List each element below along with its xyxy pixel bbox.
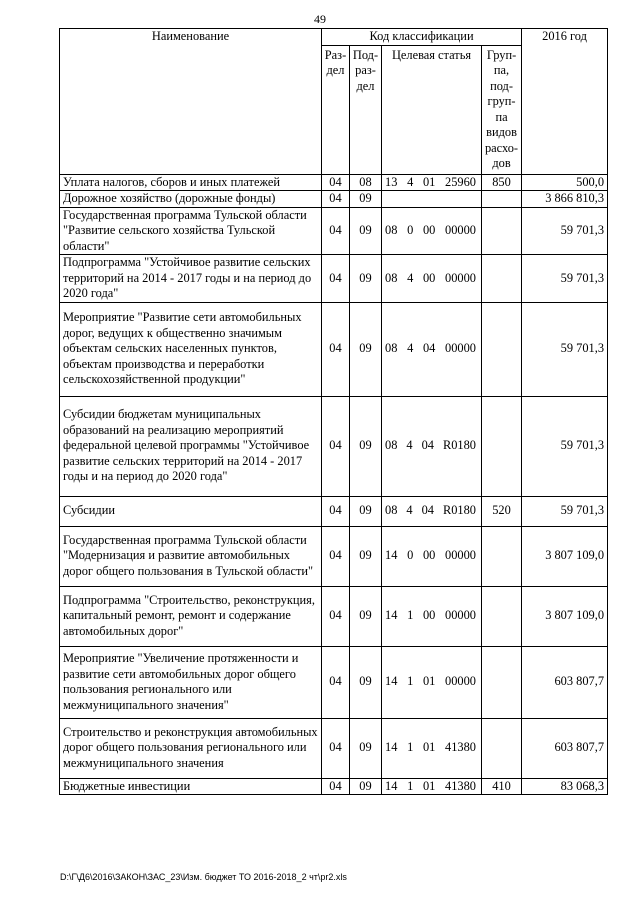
row-amount: 59 701,3 [522,496,608,526]
table-row [60,718,608,778]
row-name: Мероприятие "Развитие сети автомобильных дорог, ведущих к общественно значимым объектам сельских населенных пунктов, объектам производства и переработки сельскохозяйственной продукции" [60,302,322,396]
row-section: 04 [322,778,350,795]
article-direction: 41380 [445,778,476,793]
table-row [60,302,608,396]
target-article-parts [385,175,478,191]
article-program: 08 [385,341,398,356]
row-target-article [382,778,482,795]
row-target-article [382,302,482,396]
article-program: 08 [385,270,398,285]
table-row [60,396,608,496]
article-event: 00 [422,270,436,285]
row-subsection: 09 [350,586,382,646]
row-amount: 603 807,7 [522,646,608,718]
row-subsection: 09 [350,396,382,496]
row-expense-group [482,526,522,586]
article-direction: 00000 [445,548,476,563]
article-program: 13 [385,174,398,189]
header-expense-group: Груп- па, под- груп- па видов расхо- дов [482,45,522,174]
file-path-footer: D:\Г\Д6\2016\ЗАКОН\ЗАС_23\Изм. бюджет ТО 2016-2018_2 чт\pr2.xls [60,872,347,882]
row-subsection: 09 [350,526,382,586]
row-section: 04 [322,586,350,646]
article-direction: 41380 [445,740,476,755]
row-amount: 59 701,3 [522,396,608,496]
target-article-parts [385,608,478,624]
header-subsection: Под- раз- дел [350,45,382,174]
article-direction: 00000 [445,674,476,689]
article-subprogram: 0 [407,548,414,563]
row-expense-group [482,718,522,778]
target-article-parts [385,223,478,239]
row-target-article [382,496,482,526]
row-name: Мероприятие "Увеличение протяженности и развитие сети автомобильных дорог общего пользования регионального или межмуниципального значения" [60,646,322,718]
row-amount: 3 807 109,0 [522,586,608,646]
table-row [60,174,608,191]
row-name: Субсидии бюджетам муниципальных образований на реализацию мероприятий федеральной целевой программы "Устойчивое развитие сельских территорий на 2014 - 2017 годы и на период до 2020 года" [60,396,322,496]
row-name: Строительство и реконструкция автомобильных дорог общего пользования регионального или межмуниципального значения [60,718,322,778]
row-section: 04 [322,191,350,208]
row-amount: 59 701,3 [522,302,608,396]
row-amount: 59 701,3 [522,255,608,303]
article-subprogram: 4 [407,174,414,189]
article-program: 14 [385,548,398,563]
article-event: 00 [422,548,436,563]
row-subsection: 09 [350,207,382,255]
row-name: Государственная программа Тульской области "Развитие сельского хозяйства Тульской области" [60,207,322,255]
row-expense-group: 520 [482,496,522,526]
row-name: Подпрограмма "Строительство, реконструкция, капитальный ремонт, ремонт и содержание автомобильных дорог" [60,586,322,646]
row-subsection: 09 [350,302,382,396]
target-article-parts [385,548,478,564]
row-amount: 3 807 109,0 [522,526,608,586]
row-target-article [382,718,482,778]
row-target-article [382,207,482,255]
header-section: Раз- дел [322,45,350,174]
row-amount: 83 068,3 [522,778,608,795]
article-event: 04 [421,438,434,453]
row-section: 04 [322,646,350,718]
article-direction: 25960 [445,174,476,189]
row-expense-group: 410 [482,778,522,795]
row-target-article [382,526,482,586]
row-target-article [382,191,482,208]
header-target-article: Целевая статья [382,45,482,174]
target-article-parts [385,341,478,357]
row-target-article [382,586,482,646]
article-subprogram: 1 [407,674,414,689]
article-subprogram: 4 [407,270,414,285]
article-subprogram: 1 [407,740,414,755]
row-section: 04 [322,718,350,778]
row-name: Субсидии [60,496,322,526]
table-row [60,191,608,208]
page-number: 49 [314,12,326,26]
row-section: 04 [322,526,350,586]
article-direction: R0180 [442,438,476,453]
row-target-article [382,396,482,496]
target-article-parts [385,779,478,795]
article-direction: 00000 [445,608,476,623]
article-event: 04 [421,503,434,518]
article-program: 14 [385,778,398,793]
article-program: 08 [385,223,398,237]
row-subsection: 09 [350,778,382,795]
row-subsection: 09 [350,191,382,208]
table-row [60,526,608,586]
row-expense-group [482,207,522,255]
row-section: 04 [322,255,350,303]
table-row [60,207,608,255]
row-subsection: 09 [350,255,382,303]
row-amount: 500,0 [522,174,608,191]
article-subprogram: 4 [407,341,414,356]
row-expense-group [482,302,522,396]
row-subsection: 09 [350,496,382,526]
row-name: Бюджетные инвестиции [60,778,322,795]
article-subprogram: 1 [407,608,414,623]
row-subsection: 09 [350,646,382,718]
row-expense-group [482,646,522,718]
row-target-article [382,646,482,718]
target-article-parts [385,271,478,287]
row-subsection: 09 [350,718,382,778]
header-year: 2016 год [522,29,608,175]
row-expense-group [482,191,522,208]
row-target-article [382,255,482,303]
article-event: 01 [422,778,436,793]
row-name: Уплата налогов, сборов и иных платежей [60,174,322,191]
row-name: Подпрограмма "Устойчивое развитие сельских территорий на 2014 - 2017 годы и на период до 2020 года" [60,255,322,303]
article-event: 01 [422,740,436,755]
row-expense-group [482,396,522,496]
table-row [60,496,608,526]
table-body [60,174,608,795]
target-article-parts [385,503,478,519]
row-target-article [382,174,482,191]
target-article-parts [385,438,478,454]
header-classification-code: Код классификации [322,29,522,46]
article-event: 00 [422,223,436,237]
article-direction: 00000 [445,223,476,237]
table-row [60,778,608,795]
article-program: 08 [385,503,398,518]
article-program: 14 [385,608,398,623]
article-program: 14 [385,674,398,689]
table-row [60,586,608,646]
row-subsection: 08 [350,174,382,191]
budget-table [59,28,608,795]
row-section: 04 [322,396,350,496]
row-expense-group [482,586,522,646]
article-subprogram: 1 [407,778,414,793]
article-event: 01 [422,674,436,689]
target-article-parts [385,674,478,690]
header-name: Наименование [60,29,322,175]
row-expense-group [482,255,522,303]
article-event: 00 [422,608,436,623]
row-section: 04 [322,174,350,191]
article-subprogram: 0 [407,223,414,237]
row-amount: 59 701,3 [522,207,608,255]
article-direction: R0180 [442,503,476,518]
article-program: 08 [385,438,398,453]
article-program: 14 [385,740,398,755]
table-row [60,255,608,303]
row-section: 04 [322,302,350,396]
target-article-parts [385,740,478,756]
article-subprogram: 4 [406,503,413,518]
row-expense-group: 850 [482,174,522,191]
row-section: 04 [322,496,350,526]
table-row [60,646,608,718]
article-event: 01 [422,174,436,189]
article-direction: 00000 [445,341,476,356]
article-subprogram: 4 [406,438,413,453]
row-section: 04 [322,207,350,255]
row-name: Государственная программа Тульской области "Модернизация и развитие автомобильных дорог общего пользования в Тульской области" [60,526,322,586]
row-name: Дорожное хозяйство (дорожные фонды) [60,191,322,208]
article-direction: 00000 [445,270,476,285]
row-amount: 3 866 810,3 [522,191,608,208]
row-amount: 603 807,7 [522,718,608,778]
article-event: 04 [422,341,436,356]
